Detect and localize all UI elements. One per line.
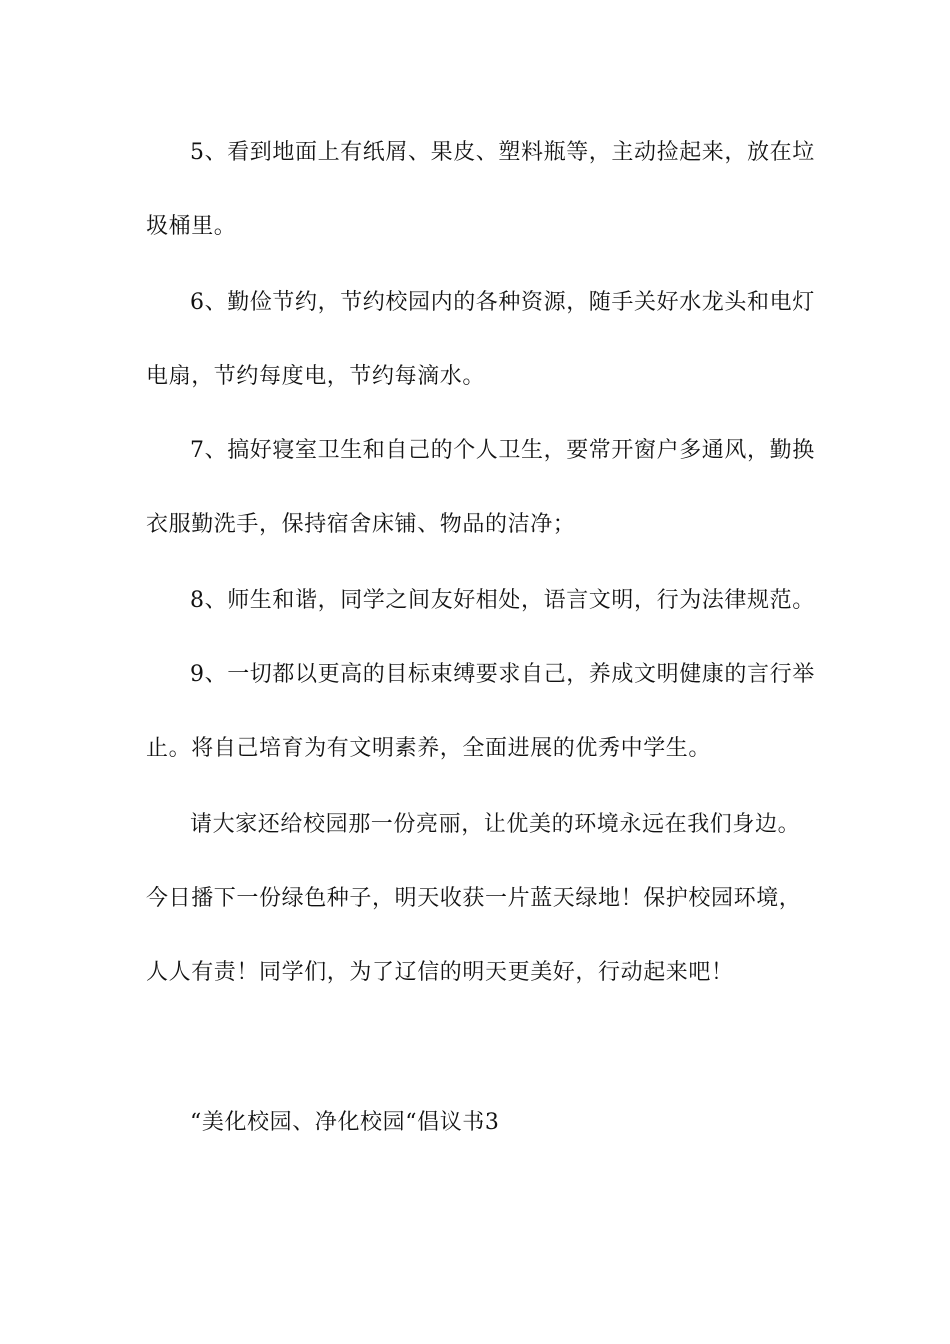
paragraph-8-line-1: 8、师生和谐，同学之间友好相处，语言文明，行为法律规范。 — [190, 588, 815, 613]
closing-paragraph-line-3: 人人有责！同学们，为了辽信的明天更美好，行动起来吧！ — [146, 960, 734, 985]
paragraph-7-line-1: 7、搞好寝室卫生和自己的个人卫生，要常开窗户多通风，勤换 — [190, 438, 815, 463]
closing-paragraph-line-2: 今日播下一份绿色种子，明天收获一片蓝天绿地！保护校园环境， — [146, 886, 802, 911]
paragraph-6-line-1: 6、勤俭节约，节约校园内的各种资源，随手关好水龙头和电灯 — [190, 290, 815, 315]
paragraph-7-line-2: 衣服勤洗手，保持宿舍床铺、物品的洁净； — [146, 512, 576, 537]
paragraph-5-line-1: 5、看到地面上有纸屑、果皮、塑料瓶等，主动捡起来，放在垃 — [190, 140, 815, 165]
section-heading: “美化校园、净化校园“倡议书3 — [190, 1110, 500, 1135]
paragraph-6-line-2: 电扇，节约每度电，节约每滴水。 — [146, 364, 486, 389]
paragraph-9-line-2: 止。将自己培育为有文明素养，全面进展的优秀中学生。 — [146, 736, 712, 761]
closing-paragraph-line-1: 请大家还给校园那一份亮丽，让优美的环境永远在我们身边。 — [190, 812, 801, 837]
paragraph-9-line-1: 9、一切都以更高的目标束缚要求自己，养成文明健康的言行举 — [190, 662, 815, 687]
paragraph-5-line-2: 圾桶里。 — [146, 214, 237, 239]
